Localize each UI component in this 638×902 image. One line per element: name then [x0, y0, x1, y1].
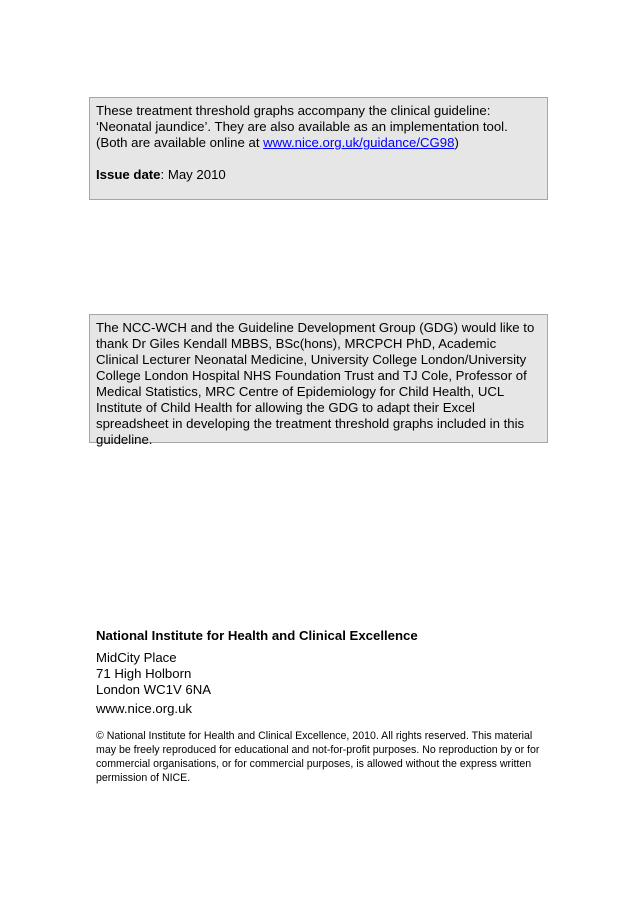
acknowledgement-box — [89, 314, 548, 447]
issue-date-value: : May 2010 — [160, 167, 226, 182]
organisation-name: National Institute for Health and Clinical Excellence — [96, 628, 418, 643]
intro-text-end: ) — [454, 135, 459, 150]
issue-date — [96, 167, 541, 183]
intro-text: These treatment threshold graphs accompany the clinical guideline: ‘Neonatal jaundice’. They are also available as an implementation tool. (Both are available online at — [96, 103, 508, 150]
address-block — [96, 650, 546, 698]
acknowledgement-text: The NCC-WCH and the Guideline Development Group (GDG) would like to thank Dr Giles Kendall MBBS, BSc(hons), MRCPCH PhD, Academic Clinical Lecturer Neonatal Medicine, University College London/University College London Hospital NHS Foundation Trust and TJ Cole, Professor of Medical Statistics, MRC Centre of Epidemiology for Child Health, UCL Institute of Child Health for allowing the GDG to adapt their Excel spreadsheet in developing the treatment threshold graphs included in this guideline. — [96, 320, 535, 447]
address-line: London WC1V 6NA — [96, 682, 212, 697]
guidance-link[interactable]: www.nice.org.uk/guidance/CG98 — [263, 135, 455, 150]
copyright-notice: © National Institute for Health and Clinical Excellence, 2010. All rights reserved. This material may be freely reproduced for educational and not-for-profit purposes. No reproduction by or for commercial organisations, or for commercial purposes, is allowed without the express written permission of NICE. — [96, 730, 540, 784]
address-line: MidCity Place — [96, 650, 177, 665]
guideline-info-box — [89, 97, 548, 200]
guideline-intro-text — [96, 103, 541, 151]
address-line: 71 High Holborn — [96, 666, 192, 681]
website-text: www.nice.org.uk — [96, 701, 193, 716]
issue-date-label: Issue date — [96, 167, 161, 182]
